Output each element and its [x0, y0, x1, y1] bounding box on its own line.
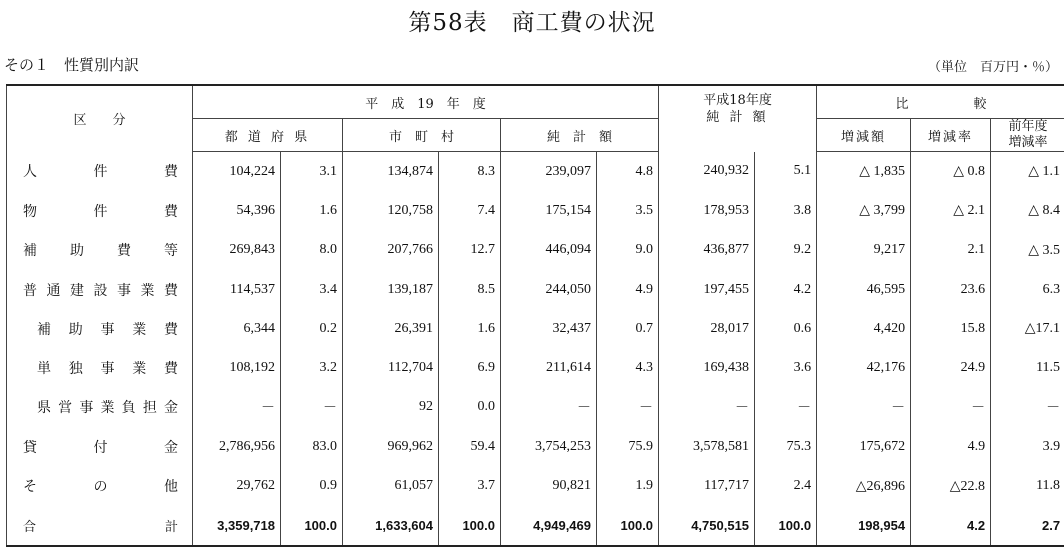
- cell-pref-pct: 1.6: [281, 191, 343, 230]
- cell-fy18-pct: 9.2: [755, 231, 817, 270]
- cell-fy18-pct: 4.2: [755, 270, 817, 309]
- cell-pref-pct: 3.2: [281, 348, 343, 387]
- page-title: 第58表 商工費の状況: [408, 10, 656, 36]
- cell-net: 211,614: [501, 348, 597, 387]
- cell-muni: 112,704: [343, 348, 439, 387]
- cell-chg: 4,420: [817, 309, 911, 348]
- cell-chg-rate: △ 2.1: [911, 191, 991, 230]
- table-row: [7, 270, 1064, 309]
- cell-fy18: 169,438: [659, 348, 755, 387]
- cell-muni-pct: 6.9: [439, 348, 501, 387]
- cell-prev-rate: 3.9: [991, 427, 1064, 466]
- cell-fy18-pct: 75.3: [755, 427, 817, 466]
- cell-fy18: 28,017: [659, 309, 755, 348]
- cell-muni: 61,057: [343, 466, 439, 505]
- cell-chg: 46,595: [817, 270, 911, 309]
- cell-net-pct: 9.0: [597, 231, 659, 270]
- table-row: [7, 309, 1064, 348]
- cell-net-pct: 4.3: [597, 348, 659, 387]
- cell-chg: －: [817, 388, 911, 427]
- cell-fy18: －: [659, 388, 755, 427]
- table-total-row: [7, 506, 1064, 546]
- table-row: [7, 388, 1064, 427]
- header-fy19: 平 成 19 年 度: [193, 85, 659, 119]
- cell-fy18-pct: 100.0: [755, 506, 817, 546]
- header-change-rate: 増減率: [911, 119, 991, 152]
- cell-prev-rate: △ 1.1: [991, 152, 1064, 192]
- cell-chg: 175,672: [817, 427, 911, 466]
- header-change-amount: 増減額: [817, 119, 911, 152]
- cell-prev-rate: 11.8: [991, 466, 1064, 505]
- cell-pref: 29,762: [193, 466, 281, 505]
- cell-fy18-pct: 0.6: [755, 309, 817, 348]
- cell-fy18: 3,578,581: [659, 427, 755, 466]
- row-label: 物件費: [7, 191, 193, 230]
- cell-muni: 120,758: [343, 191, 439, 230]
- row-label: 貸付金: [7, 427, 193, 466]
- cell-muni-pct: 7.4: [439, 191, 501, 230]
- cell-pref: 269,843: [193, 231, 281, 270]
- header-prev-rate: [991, 119, 1064, 152]
- cell-chg-rate: △22.8: [911, 466, 991, 505]
- cell-pref: 114,537: [193, 270, 281, 309]
- cell-muni-pct: 12.7: [439, 231, 501, 270]
- cell-net: 239,097: [501, 152, 597, 192]
- cell-fy18: 240,932: [659, 152, 755, 192]
- cell-net: 4,949,469: [501, 506, 597, 546]
- table-row: [7, 231, 1064, 270]
- cell-pref-pct: 100.0: [281, 506, 343, 546]
- cell-net: －: [501, 388, 597, 427]
- table-body: [7, 152, 1064, 546]
- commerce-expenditure-table: [6, 84, 1064, 547]
- cell-chg-rate: 2.1: [911, 231, 991, 270]
- header-prev-rate-line2: 増減率: [1008, 135, 1048, 150]
- table-row: [7, 191, 1064, 230]
- cell-pref-pct: 3.1: [281, 152, 343, 192]
- cell-fy18-pct: 5.1: [755, 152, 817, 192]
- cell-pref: 54,396: [193, 191, 281, 230]
- header-comparison: 比 較: [817, 85, 1064, 119]
- cell-prev-rate: 2.7: [991, 506, 1064, 546]
- cell-chg: 42,176: [817, 348, 911, 387]
- cell-muni-pct: 0.0: [439, 388, 501, 427]
- cell-pref: 3,359,718: [193, 506, 281, 546]
- unit-note: （単位 百万円・％）: [927, 60, 1058, 75]
- cell-net: 446,094: [501, 231, 597, 270]
- cell-muni-pct: 8.3: [439, 152, 501, 192]
- cell-fy18-pct: －: [755, 388, 817, 427]
- row-label: 県営事業負担金: [7, 388, 193, 427]
- table-row: [7, 466, 1064, 505]
- cell-net-pct: 3.5: [597, 191, 659, 230]
- header-net-total: 純 計 額: [501, 119, 659, 152]
- cell-chg: △26,896: [817, 466, 911, 505]
- row-label: その他: [7, 466, 193, 505]
- cell-muni: 26,391: [343, 309, 439, 348]
- cell-pref-pct: 0.9: [281, 466, 343, 505]
- cell-prev-rate: △ 8.4: [991, 191, 1064, 230]
- cell-pref: 108,192: [193, 348, 281, 387]
- cell-chg: 9,217: [817, 231, 911, 270]
- cell-prev-rate: △ 3.5: [991, 231, 1064, 270]
- cell-pref: 104,224: [193, 152, 281, 192]
- header-fy18: [659, 85, 817, 152]
- row-label: 合計: [7, 506, 193, 546]
- header-prefectures: 都 道 府 県: [193, 119, 343, 152]
- cell-chg-rate: 15.8: [911, 309, 991, 348]
- cell-muni: 139,187: [343, 270, 439, 309]
- cell-prev-rate: 11.5: [991, 348, 1064, 387]
- cell-chg-rate: △ 0.8: [911, 152, 991, 192]
- cell-pref-pct: 0.2: [281, 309, 343, 348]
- cell-fy18: 4,750,515: [659, 506, 755, 546]
- header-fy18-line1: 平成18年度: [703, 93, 772, 108]
- cell-net-pct: 1.9: [597, 466, 659, 505]
- row-label: 単独事業費: [7, 348, 193, 387]
- cell-fy18-pct: 3.8: [755, 191, 817, 230]
- cell-net: 32,437: [501, 309, 597, 348]
- cell-net-pct: 100.0: [597, 506, 659, 546]
- cell-net-pct: 4.8: [597, 152, 659, 192]
- cell-net: 3,754,253: [501, 427, 597, 466]
- cell-muni: 1,633,604: [343, 506, 439, 546]
- cell-fy18: 178,953: [659, 191, 755, 230]
- cell-muni-pct: 3.7: [439, 466, 501, 505]
- cell-net: 244,050: [501, 270, 597, 309]
- cell-fy18: 197,455: [659, 270, 755, 309]
- cell-prev-rate: －: [991, 388, 1064, 427]
- header-municipalities: 市 町 村: [343, 119, 501, 152]
- cell-muni: 207,766: [343, 231, 439, 270]
- cell-chg: △ 1,835: [817, 152, 911, 192]
- cell-net: 175,154: [501, 191, 597, 230]
- cell-pref-pct: 3.4: [281, 270, 343, 309]
- table-subtitle: その１ 性質別内訳: [4, 56, 140, 74]
- cell-pref: 6,344: [193, 309, 281, 348]
- cell-chg-rate: 23.6: [911, 270, 991, 309]
- cell-muni: 92: [343, 388, 439, 427]
- cell-fy18-pct: 2.4: [755, 466, 817, 505]
- cell-chg-rate: －: [911, 388, 991, 427]
- cell-chg-rate: 4.9: [911, 427, 991, 466]
- cell-muni: 134,874: [343, 152, 439, 192]
- cell-chg: 198,954: [817, 506, 911, 546]
- cell-fy18: 436,877: [659, 231, 755, 270]
- cell-muni-pct: 59.4: [439, 427, 501, 466]
- table-row: [7, 348, 1064, 387]
- cell-net: 90,821: [501, 466, 597, 505]
- cell-net-pct: 4.9: [597, 270, 659, 309]
- cell-fy18: 117,717: [659, 466, 755, 505]
- cell-chg-rate: 24.9: [911, 348, 991, 387]
- table-row: [7, 152, 1064, 192]
- header-prev-rate-line1: 前年度: [1008, 119, 1048, 134]
- header-category: 区 分: [7, 85, 193, 152]
- cell-pref-pct: 8.0: [281, 231, 343, 270]
- cell-prev-rate: 6.3: [991, 270, 1064, 309]
- cell-net-pct: 75.9: [597, 427, 659, 466]
- table-row: [7, 427, 1064, 466]
- cell-net-pct: 0.7: [597, 309, 659, 348]
- row-label: 普通建設事業費: [7, 270, 193, 309]
- cell-prev-rate: △17.1: [991, 309, 1064, 348]
- row-label: 補助費等: [7, 231, 193, 270]
- cell-net-pct: －: [597, 388, 659, 427]
- cell-pref-pct: －: [281, 388, 343, 427]
- cell-muni-pct: 8.5: [439, 270, 501, 309]
- header-fy18-line2: 純 計 額: [706, 110, 769, 125]
- cell-fy18-pct: 3.6: [755, 348, 817, 387]
- cell-muni-pct: 100.0: [439, 506, 501, 546]
- cell-pref: －: [193, 388, 281, 427]
- row-label: 人件費: [7, 152, 193, 192]
- cell-muni-pct: 1.6: [439, 309, 501, 348]
- cell-pref: 2,786,956: [193, 427, 281, 466]
- row-label: 補助事業費: [7, 309, 193, 348]
- cell-pref-pct: 83.0: [281, 427, 343, 466]
- cell-muni: 969,962: [343, 427, 439, 466]
- cell-chg: △ 3,799: [817, 191, 911, 230]
- cell-chg-rate: 4.2: [911, 506, 991, 546]
